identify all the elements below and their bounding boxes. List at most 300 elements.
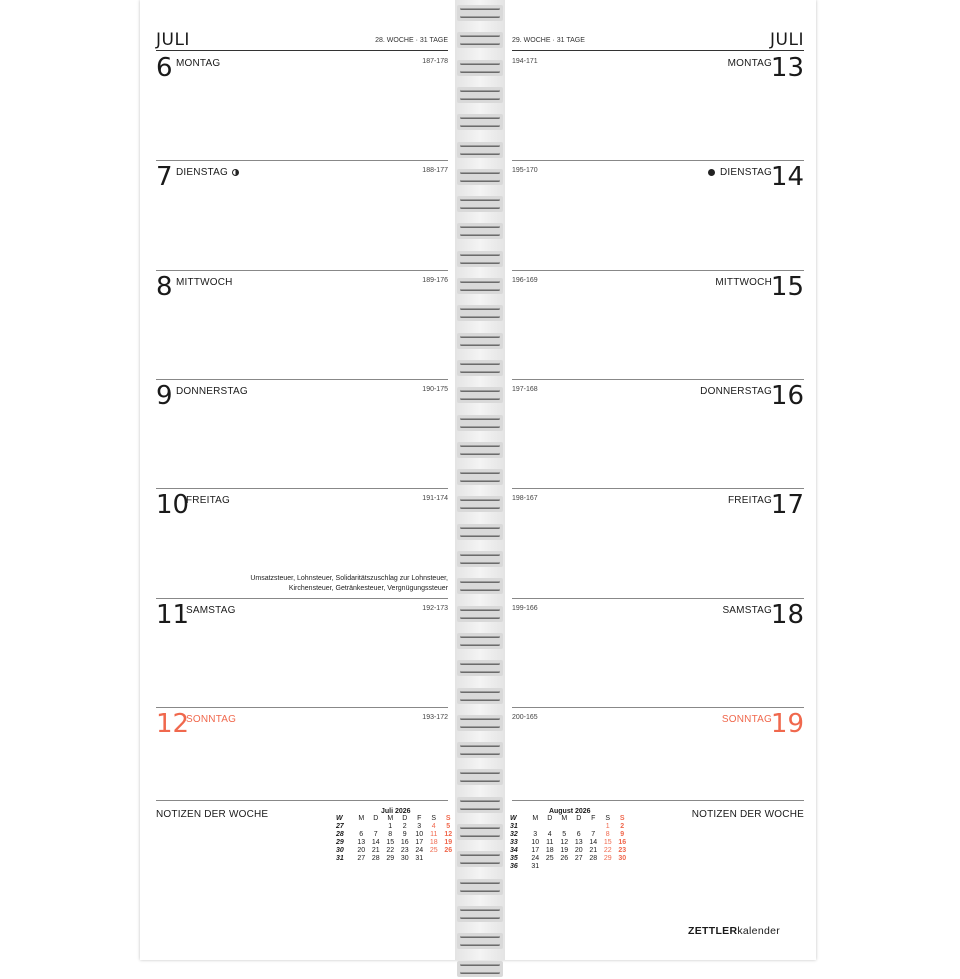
day-name-text: DIENSTAG (176, 167, 228, 179)
spiral-ring (457, 112, 503, 132)
spiral-ring (457, 303, 503, 323)
spiral-ring (457, 604, 503, 624)
spiral-ring (457, 194, 503, 214)
ring-wire (460, 771, 500, 774)
brand-logo (688, 925, 780, 937)
day-number: 8 (156, 271, 173, 302)
ring-wire (460, 935, 500, 938)
ring-wire (460, 7, 500, 10)
mini-calendar-grid (336, 815, 456, 863)
mini-calendar-day: 31 (531, 863, 540, 870)
mini-calendar-day: 5 (446, 823, 451, 830)
ring-wire (460, 807, 500, 810)
mini-calendar-day: 22 (603, 847, 612, 854)
mini-calendar-day: 31 (415, 855, 424, 862)
mini-calendar-weekday: F (417, 815, 422, 822)
mini-calendar-day (543, 823, 558, 831)
ring-wire (460, 561, 500, 564)
ring-wire (460, 717, 500, 720)
mini-calendar-row (336, 847, 456, 855)
ring-wire (460, 417, 500, 420)
mini-calendar-day: 12 (444, 831, 453, 838)
ring-wire (460, 206, 500, 209)
mini-calendar-week: 27 (336, 823, 344, 830)
ring-wire (460, 253, 500, 256)
ring-wire (460, 70, 500, 73)
spiral-ring (457, 713, 503, 733)
ring-wire (460, 124, 500, 127)
spiral-ring (457, 3, 503, 23)
mini-calendar-day (586, 823, 601, 831)
mini-calendar-day: 11 (430, 831, 438, 838)
mini-calendar-day: 14 (589, 839, 598, 846)
mini-calendar-day: 23 (400, 847, 409, 854)
spiral-ring (457, 30, 503, 50)
day-block (512, 51, 804, 160)
day-name (708, 167, 772, 178)
spiral-ring (457, 631, 503, 651)
day-block (512, 379, 804, 488)
left-notes-rule (156, 800, 448, 801)
day-block (156, 160, 448, 269)
mini-calendar-day: 25 (545, 855, 554, 862)
day-number: 16 (770, 380, 804, 411)
ring-wire (460, 261, 500, 264)
day-name-text: MONTAG (176, 58, 221, 69)
ring-wire (460, 752, 500, 755)
ring-wire (460, 608, 500, 611)
mini-calendar-day: 6 (359, 831, 364, 838)
right-week-info: 29. WOCHE · 31 TAGE (512, 37, 585, 44)
ring-wire (460, 963, 500, 966)
mini-calendar-day: 27 (357, 855, 366, 862)
mini-calendar-day: 26 (444, 847, 453, 854)
day-count: 192-173 (422, 604, 448, 612)
day-number: 17 (770, 490, 804, 521)
spiral-ring (457, 658, 503, 678)
ring-wire (460, 526, 500, 529)
mini-calendar-day: 28 (589, 855, 598, 862)
mini-calendar-week: 28 (336, 831, 344, 838)
mini-calendar-day (354, 823, 369, 831)
ring-wire (460, 580, 500, 583)
ring-wire (460, 315, 500, 318)
mini-calendar-caption: August 2026 (548, 808, 591, 815)
day-count: 199-166 (512, 604, 538, 612)
spiral-ring (457, 221, 503, 241)
day-separator (512, 488, 804, 489)
mini-calendar-weekday: M (358, 815, 365, 822)
mini-calendar-day: 10 (531, 839, 540, 846)
day-block (512, 598, 804, 707)
mini-calendar-day (572, 823, 587, 831)
ring-wire (460, 471, 500, 474)
mini-calendar-day: 15 (386, 839, 395, 846)
day-block (512, 488, 804, 597)
mini-calendar-week: 32 (510, 831, 518, 838)
day-name-text: MONTAG (727, 58, 772, 69)
ring-wire (460, 881, 500, 884)
mini-calendar-day: 21 (589, 847, 598, 854)
mini-calendar-day: 6 (576, 831, 581, 838)
day-count: 189-176 (422, 276, 448, 284)
spiral-ring (457, 767, 503, 787)
ring-wire (460, 198, 500, 201)
ring-wire (460, 34, 500, 37)
day-number: 7 (156, 162, 173, 193)
day-separator (512, 160, 804, 161)
ring-wire (460, 389, 500, 392)
ring-wire (460, 479, 500, 482)
spiral-ring (457, 440, 503, 460)
ring-wire (460, 62, 500, 65)
mini-calendar-day: 22 (386, 847, 395, 854)
spiral-ring (457, 85, 503, 105)
spiral-ring (457, 358, 503, 378)
mini-calendar-week: 33 (510, 839, 518, 846)
mini-calendar-day: 17 (531, 847, 540, 854)
mini-calendar-day: 8 (605, 831, 610, 838)
day-separator (512, 270, 804, 271)
ring-wire (460, 15, 500, 18)
day-name (700, 386, 772, 397)
mini-calendar-day: 20 (574, 847, 583, 854)
mini-calendar-day: 30 (400, 855, 409, 862)
mini-calendar-day (615, 863, 630, 871)
day-block (512, 270, 804, 379)
spiral-ring (457, 494, 503, 514)
mini-calendar-weekday: W (510, 815, 517, 822)
mini-calendar-day: 16 (400, 839, 409, 846)
mini-calendar-day (572, 863, 587, 871)
mini-calendar-day: 7 (591, 831, 596, 838)
mini-calendar-week: 31 (510, 823, 518, 830)
day-number: 6 (156, 53, 173, 83)
day-number: 12 (156, 708, 190, 739)
right-page (480, 0, 818, 960)
day-name-text: SAMSTAG (722, 604, 772, 616)
spiral-ring (457, 576, 503, 596)
day-number: 13 (770, 53, 804, 83)
spiral-ring (457, 849, 503, 869)
mini-calendar-week: 34 (510, 847, 518, 854)
spiral-ring (457, 686, 503, 706)
ring-wire (460, 452, 500, 455)
ring-wire (460, 588, 500, 591)
spiral-ring (457, 385, 503, 405)
day-count: 200-165 (512, 713, 538, 721)
ring-wire (460, 861, 500, 864)
mini-calendar-weekday: F (591, 815, 596, 822)
mini-calendar-day: 17 (415, 839, 424, 846)
mini-calendar-weekday: W (336, 815, 343, 822)
day-separator (156, 488, 448, 489)
day-name-text: SONNTAG (186, 713, 237, 725)
day-name-text: FREITAG (186, 495, 230, 507)
day-count: 193-172 (422, 713, 448, 721)
ring-wire (460, 498, 500, 501)
right-mini-calendar (510, 808, 630, 871)
ring-wire (460, 506, 500, 509)
spiral-binding (455, 0, 505, 960)
mini-calendar-weekday: D (576, 815, 582, 822)
day-name (722, 605, 772, 616)
day-count: 191-174 (422, 495, 448, 503)
day-name (176, 167, 239, 178)
day-count: 197-168 (512, 385, 538, 393)
mini-calendar-day: 4 (547, 831, 552, 838)
day-count: 190-175 (422, 385, 448, 393)
mini-calendar-day: 13 (574, 839, 583, 846)
half-moon-icon (232, 169, 239, 176)
right-notes-rule (512, 800, 804, 801)
spiral-ring (457, 167, 503, 187)
ring-wire (460, 826, 500, 829)
day-separator (512, 598, 804, 599)
right-notes-title: NOTIZEN DER WOCHE (691, 809, 804, 820)
day-block (512, 160, 804, 269)
day-count: 196-169 (512, 276, 538, 284)
spiral-ring (457, 413, 503, 433)
mini-calendar-row (510, 855, 630, 863)
ring-wire (460, 288, 500, 291)
day-count: 188-177 (422, 167, 448, 175)
day-number: 11 (156, 599, 190, 630)
day-name-text: FREITAG (728, 495, 772, 507)
mini-calendar-weekday: M (561, 815, 568, 822)
ring-wire (460, 225, 500, 228)
ring-wire (460, 834, 500, 837)
day-count: 187-178 (422, 58, 448, 65)
spiral-ring (457, 904, 503, 924)
day-separator (156, 160, 448, 161)
day-name-text: DONNERSTAG (700, 385, 772, 397)
ring-wire (460, 280, 500, 283)
day-name (176, 58, 220, 69)
left-mini-calendar (336, 808, 456, 863)
mini-calendar-day (427, 855, 442, 863)
mini-calendar-weekday: M (532, 815, 539, 822)
mini-calendar-day: 28 (371, 855, 380, 862)
ring-wire (460, 425, 500, 428)
ring-wire (460, 662, 500, 665)
mini-calendar-day: 1 (605, 823, 610, 830)
day-name (715, 277, 772, 288)
mini-calendar-row (336, 855, 456, 863)
day-name (728, 58, 772, 69)
full-moon-icon (708, 169, 715, 176)
mini-calendar-day: 30 (618, 855, 627, 862)
mini-calendar-day: 29 (386, 855, 395, 862)
spiral-ring (457, 276, 503, 296)
ring-wire (460, 916, 500, 919)
ring-wire (460, 971, 500, 974)
mini-calendar-day (528, 823, 543, 831)
day-name-text: SAMSTAG (186, 604, 236, 616)
ring-wire (460, 670, 500, 673)
day-name (186, 495, 230, 506)
mini-calendar-header (336, 815, 456, 823)
day-name (722, 714, 772, 725)
mini-calendar-day: 1 (388, 823, 393, 830)
mini-calendar-week: 36 (510, 863, 518, 870)
mini-calendar-weekday: S (619, 815, 625, 822)
day-name-text: DIENSTAG (720, 167, 772, 179)
mini-calendar-day: 23 (618, 847, 627, 854)
mini-calendar-day (586, 863, 601, 871)
mini-calendar-day: 8 (388, 831, 393, 838)
ring-wire (460, 89, 500, 92)
ring-wire (460, 97, 500, 100)
mini-calendar-caption: Juli 2026 (380, 808, 411, 815)
mini-calendar-row (510, 823, 630, 831)
day-separator (156, 707, 448, 708)
spiral-ring (457, 822, 503, 842)
day-number: 15 (770, 271, 804, 302)
day-separator (512, 707, 804, 708)
ring-wire (460, 144, 500, 147)
ring-wire (460, 744, 500, 747)
mini-calendar-row (336, 839, 456, 847)
left-notes-title: NOTIZEN DER WOCHE (156, 809, 269, 820)
ring-wire (460, 725, 500, 728)
mini-calendar-header (510, 815, 630, 823)
mini-calendar-day (441, 855, 456, 863)
mini-calendar-day: 3 (417, 823, 422, 830)
spiral-ring (457, 331, 503, 351)
mini-calendar-day: 19 (444, 839, 453, 846)
mini-calendar-day: 18 (429, 839, 438, 846)
mini-calendar-day: 3 (533, 831, 538, 838)
spiral-ring (457, 58, 503, 78)
mini-calendar-day: 7 (373, 831, 378, 838)
mini-calendar-weekday: D (373, 815, 379, 822)
spiral-ring (457, 959, 503, 979)
day-separator (512, 379, 804, 380)
spiral-ring (457, 140, 503, 160)
mini-calendar-day: 15 (603, 839, 612, 846)
ring-wire (460, 444, 500, 447)
mini-calendar-day: 26 (560, 855, 569, 862)
day-note (250, 574, 448, 594)
spiral-ring (457, 740, 503, 760)
mini-calendar-weekday: S (605, 815, 611, 822)
day-name (186, 605, 236, 616)
ring-wire (460, 534, 500, 537)
ring-wire (460, 397, 500, 400)
day-block (156, 270, 448, 379)
ring-wire (460, 616, 500, 619)
day-number: 19 (770, 708, 804, 739)
mini-calendar-weekday: S (431, 815, 437, 822)
day-name-text: MITTWOCH (176, 276, 233, 288)
day-name-text: SONNTAG (721, 713, 772, 725)
ring-wire (460, 233, 500, 236)
ring-wire (460, 853, 500, 856)
ring-wire (460, 799, 500, 802)
ring-wire (460, 690, 500, 693)
brand-bold: ZETTLER (688, 925, 738, 937)
left-month-title: JULI (156, 30, 190, 50)
mini-calendar-day (369, 823, 384, 831)
mini-calendar-day: 27 (574, 855, 583, 862)
mini-calendar-day: 25 (429, 847, 438, 854)
mini-calendar-weekday: D (402, 815, 408, 822)
mini-calendar-day: 29 (603, 855, 612, 862)
spiral-ring (457, 249, 503, 269)
day-note-line: Kirchensteuer, Getränkesteuer, Vergnügungssteuer (288, 585, 448, 593)
ring-wire (460, 343, 500, 346)
mini-calendar-week: 30 (336, 847, 344, 854)
day-block (156, 51, 448, 160)
mini-calendar-day: 2 (402, 823, 407, 830)
mini-calendar-day: 4 (431, 823, 436, 830)
mini-calendar-day: 9 (620, 831, 625, 838)
mini-calendar-row (510, 863, 630, 871)
mini-calendar-day: 24 (415, 847, 424, 854)
left-week-info: 28. WOCHE · 31 TAGE (375, 37, 448, 44)
ring-wire (460, 42, 500, 45)
mini-calendar-row (510, 847, 630, 855)
mini-calendar-week: 31 (336, 855, 344, 862)
spiral-ring (457, 549, 503, 569)
ring-wire (460, 908, 500, 911)
day-separator (156, 598, 448, 599)
ring-wire (460, 152, 500, 155)
mini-calendar-weekday: D (547, 815, 553, 822)
day-count: 195-170 (512, 167, 538, 175)
ring-wire (460, 179, 500, 182)
spiral-ring (457, 522, 503, 542)
day-separator (156, 379, 448, 380)
mini-calendar-day: 21 (371, 847, 380, 854)
day-number: 18 (770, 599, 804, 630)
mini-calendar-day (557, 823, 572, 831)
spiral-ring (457, 467, 503, 487)
ring-wire (460, 643, 500, 646)
day-block (156, 488, 448, 597)
mini-calendar-row (510, 839, 630, 847)
ring-wire (460, 635, 500, 638)
spiral-ring (457, 795, 503, 815)
ring-wire (460, 698, 500, 701)
ring-wire (460, 889, 500, 892)
day-name-text: DONNERSTAG (176, 385, 248, 397)
day-name (728, 495, 772, 506)
mini-calendar-weekday: S (445, 815, 451, 822)
ring-wire (460, 943, 500, 946)
mini-calendar-day: 13 (357, 839, 366, 846)
mini-calendar-day (601, 863, 616, 871)
ring-wire (460, 553, 500, 556)
mini-calendar-weekday: M (387, 815, 394, 822)
mini-calendar-day (557, 863, 572, 871)
day-name (176, 277, 233, 288)
mini-calendar-day: 20 (357, 847, 366, 854)
day-name-text: MITTWOCH (715, 276, 772, 288)
mini-calendar-day: 14 (371, 839, 380, 846)
day-name (186, 714, 236, 725)
spiral-ring (457, 931, 503, 951)
mini-calendar-row (336, 823, 456, 831)
mini-calendar-row (510, 831, 630, 839)
ring-wire (460, 362, 500, 365)
mini-calendar-grid (510, 815, 630, 871)
day-number: 14 (770, 162, 804, 193)
ring-wire (460, 171, 500, 174)
day-count: 194-171 (512, 58, 538, 65)
day-number: 9 (156, 380, 173, 411)
